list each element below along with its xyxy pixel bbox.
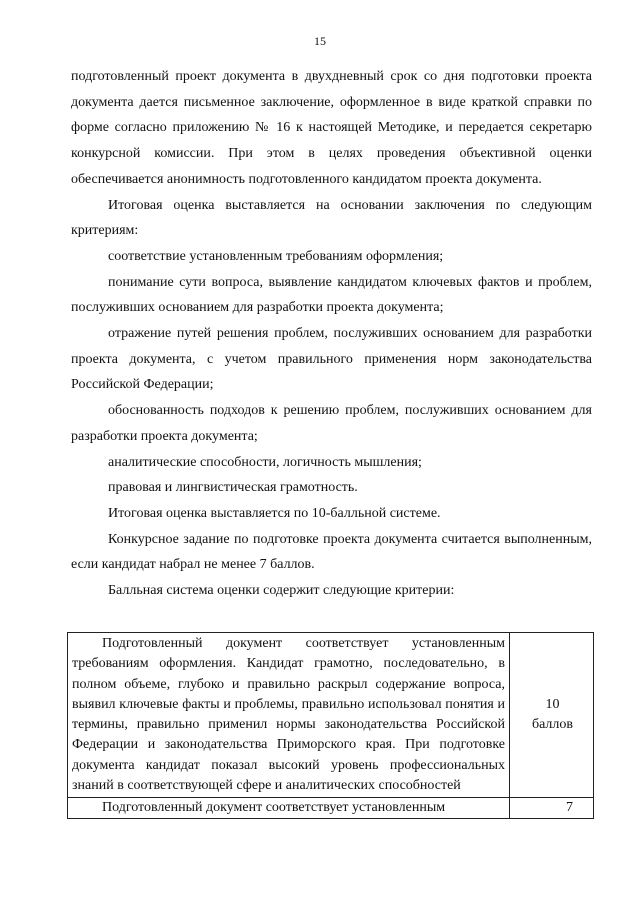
paragraph-table-intro: Балльная система оценки содержит следующие критерии: — [108, 583, 455, 599]
criterion-item: понимание сути вопроса, выявление кандидатом ключевых фактов и проблем, послуживших основанием для разработки проекта документа; — [71, 274, 592, 316]
criterion-item: аналитические способности, логичность мышления; — [108, 454, 422, 470]
paragraph-2: Итоговая оценка выставляется на основании заключения по следующим критериям: — [71, 197, 592, 239]
criterion-description — [68, 798, 510, 819]
score-value: 10 — [545, 696, 560, 712]
paragraph-1: подготовленный проект документа в двухдневный срок со дня подготовки проекта документа дается письменное заключение, оформленное в виде краткой справки по форме согласно приложению № 16 к настоящей Методике, и передается секретарю конкурсной комиссии. При этом в целях проведения объективной оценки обеспечивается анонимность подготовленного кандидатом проекта документа. — [71, 69, 592, 187]
paragraph-pass-threshold: Конкурсное задание по подготовке проекта документа считается выполненным, если кандидат набрал не менее 7 баллов. — [71, 531, 592, 573]
table-row — [68, 798, 594, 819]
criterion-description-text: Подготовленный документ соответствует установленным требованиям оформления. Кандидат грамотно, последовательно, в полном объеме, глубоко и правильно раскрыл содержание вопроса, выявил ключевые факты и проблемы, правильно использовал понятия и термины, правильно применил нормы законодательства Российской Федерации и законодательства Приморского края. При подготовке документа кандидат показал высокий уровень профессиональных знаний в соответствующей сфере и аналитических способностей — [72, 636, 505, 794]
criteria-table — [67, 632, 594, 819]
score-value: 7 — [566, 800, 573, 816]
criterion-item: обоснованность подходов к решению проблем, послуживших основанием для разработки проекта документа; — [71, 403, 592, 444]
score-unit: баллов — [531, 717, 574, 733]
paragraph-scoring-system: Итоговая оценка выставляется по 10-балльной системе. — [108, 505, 441, 521]
table-row — [68, 633, 594, 798]
criterion-item: соответствие установленным требованиям оформления; — [108, 248, 444, 264]
page-number: 15 — [314, 34, 326, 48]
criterion-description-text: Подготовленный документ соответствует установленным — [102, 800, 446, 816]
criterion-item: правовая и лингвистическая грамотность. — [108, 480, 358, 496]
criterion-score — [510, 798, 594, 819]
document-body — [71, 64, 592, 604]
criterion-description — [68, 633, 510, 798]
criterion-score — [510, 633, 594, 798]
criterion-item: отражение путей решения проблем, послуживших основанием для разработки проекта документа, с учетом правильного применения норм законодательства Российской Федерации; — [71, 326, 592, 393]
